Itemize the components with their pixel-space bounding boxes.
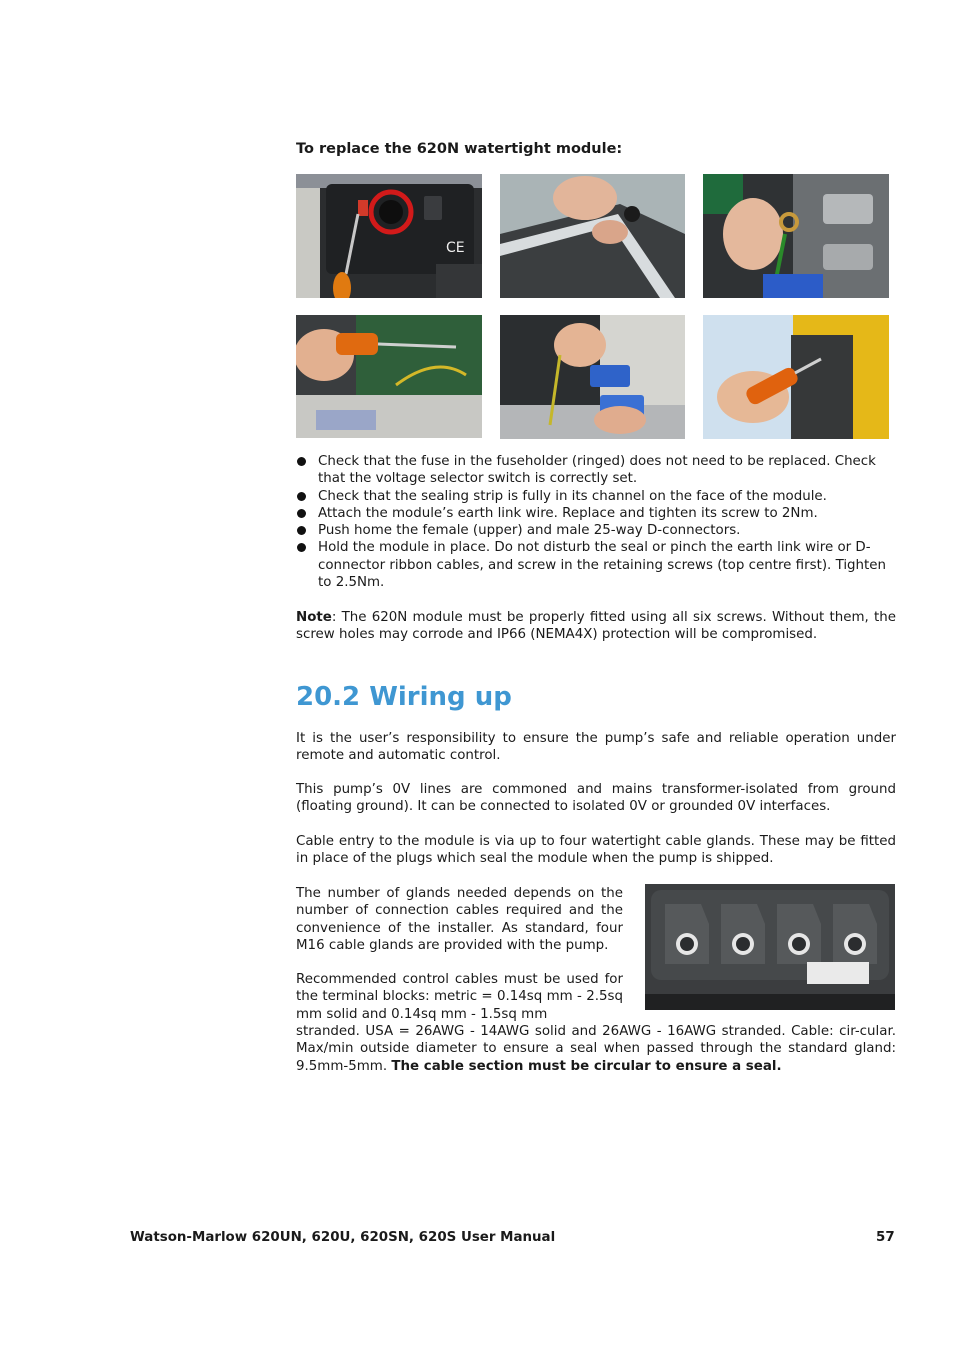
check-list [296,453,896,591]
note-label: Note [296,610,332,625]
svg-text:CE: CE [446,240,465,256]
fuseholder-photo [296,174,482,298]
retaining-screws-photo [703,315,889,439]
cables-paragraph-rest [296,1023,896,1075]
glands-paragraph: The number of glands needed depends on the number of connection cables required and the convenience of the installer. As standard, four M16 cable glands are provided with the pump. [296,886,623,953]
footer-title: Watson-Marlow 620UN, 620U, 620SN, 620S User Manual [130,1230,556,1245]
cables-paragraph-start: Recommended control cables must be used for the terminal blocks: metric = 0.14sq mm - 2.5sq mm solid and 0.14sq mm - 1.5sq mm [296,972,623,1022]
list-item: Check that the sealing strip is fully in its channel on the face of the module. [296,488,896,505]
screwdriver-earth-photo [296,315,482,438]
list-item: Push home the female (upper) and male 25-way D-connectors. [296,522,896,539]
list-item: Hold the module in place. Do not disturb the seal or pinch the earth link wire or D-connector ribbon cables, and screw in the retaining screws (top centre first). Tighten to 2.5Nm. [296,539,896,591]
note-paragraph [296,609,896,644]
floating-ground-paragraph: This pump’s 0V lines are commoned and mains transformer-isolated from ground (floating ground). It can be connected to isolated 0V or grounded 0V interfaces. [296,782,896,815]
responsibility-paragraph: It is the user’s responsibility to ensure the pump’s safe and reliable operation under remote and automatic control. [296,731,896,764]
section-title: 20.2 Wiring up [296,682,512,712]
d-connectors-photo [500,315,685,439]
cable-glands-photo [645,884,895,1010]
list-item: Attach the module’s earth link wire. Replace and tighten its screw to 2Nm. [296,505,896,522]
cables-bold-text: The cable section must be circular to ensure a seal. [391,1058,782,1074]
note-text: : The 620N module must be properly fitted using all six screws. Without them, the screw holes may corrode and IP66 (NEMA4X) protection will be compromised. [296,610,896,643]
cables-text: stranded. USA = 26AWG - 14AWG solid and 26AWG - 16AWG stranded. Cable: cir-cular. Max/min outside diameter to ensure a seal when passed through the standard gland: 9.5mm-5mm. [296,1024,896,1074]
earth-link-wire-photo [703,174,889,298]
replace-module-heading: To replace the 620N watertight module: [296,141,623,157]
page-number: 57 [876,1230,895,1245]
cable-entry-paragraph: Cable entry to the module is via up to four watertight cable glands. These may be fitted in place of the plugs which seal the module when the pump is shipped. [296,834,896,867]
sealing-strip-photo [500,174,685,298]
list-item: Check that the fuse in the fuseholder (ringed) does not need to be replaced. Check that the voltage selector switch is correctly set. [296,453,896,488]
